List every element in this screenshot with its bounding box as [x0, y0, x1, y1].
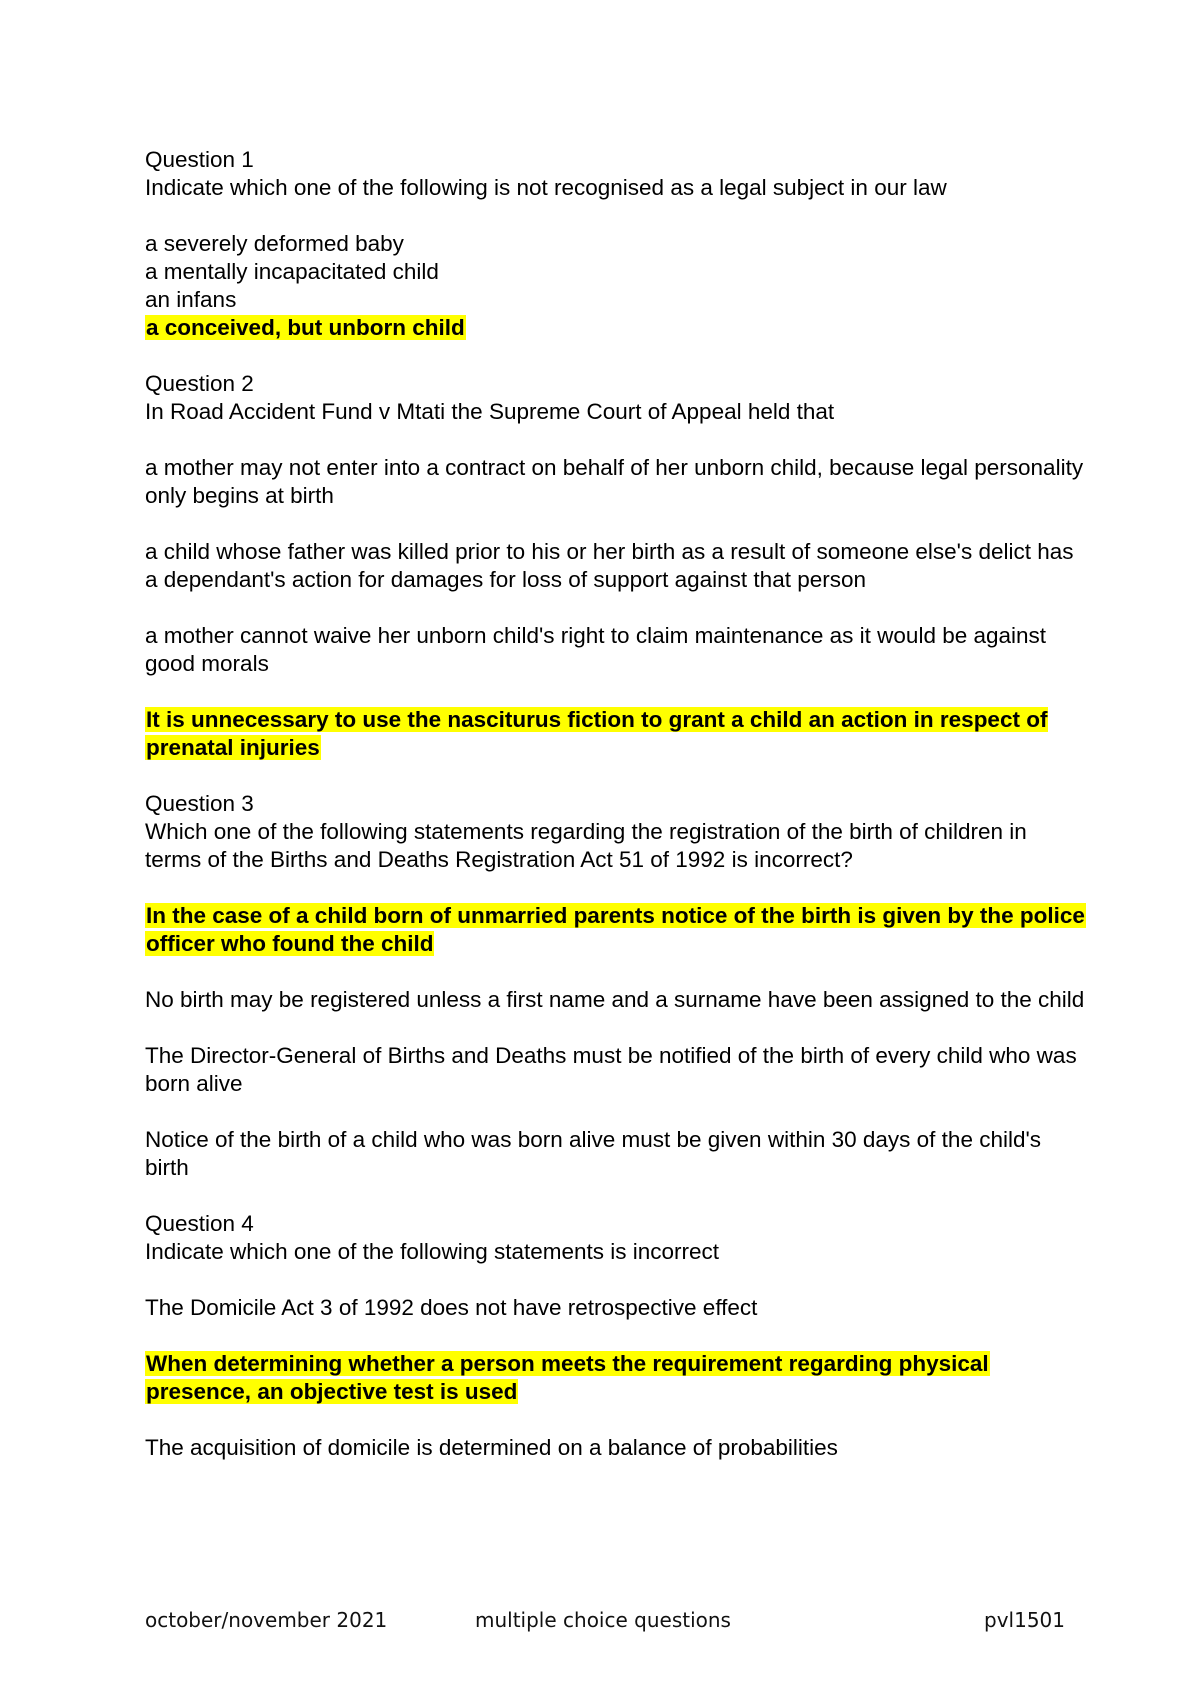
answer-option: an infans [145, 287, 237, 312]
answer-option: No birth may be registered unless a first name and a surname have been assigned to the child [145, 987, 1085, 1012]
answer-option: a child whose father was killed prior to his or her birth as a result of someone else's delict has a dependant's action for damages for loss of support against that person [145, 539, 1074, 592]
page-footer [145, 1608, 1065, 1638]
footer-course-code: pvl1501 [984, 1608, 1065, 1632]
question-title: Question 1 [145, 147, 254, 172]
answer-option: The Domicile Act 3 of 1992 does not have retrospective effect [145, 1295, 758, 1320]
question-prompt: In Road Accident Fund v Mtati the Supreme Court of Appeal held that [145, 399, 835, 424]
correct-answer-highlight: It is unnecessary to use the nasciturus fiction to grant a child an action in respect of prenatal injuries [146, 707, 1048, 760]
answer-option: a mother cannot waive her unborn child's right to claim maintenance as it would be against good morals [145, 623, 1047, 676]
question-3 [145, 790, 1085, 1182]
question-prompt: Indicate which one of the following statements is incorrect [145, 1239, 720, 1264]
answer-option: The acquisition of domicile is determined on a balance of probabilities [145, 1435, 838, 1460]
question-4 [145, 1210, 1085, 1462]
answer-option: Notice of the birth of a child who was born alive must be given within 30 days of the child's birth [145, 1127, 1042, 1180]
question-title: Question 3 [145, 791, 254, 816]
answer-option: The Director-General of Births and Deaths must be notified of the birth of every child who was born alive [145, 1043, 1077, 1096]
question-2 [145, 370, 1085, 762]
question-prompt: Indicate which one of the following is not recognised as a legal subject in our law [145, 175, 947, 200]
footer-title: multiple choice questions [475, 1608, 731, 1632]
answer-option: a mentally incapacitated child [145, 259, 439, 284]
document-body [145, 146, 1085, 1462]
question-1 [145, 146, 1085, 342]
question-title: Question 4 [145, 1211, 254, 1236]
correct-answer-highlight: When determining whether a person meets the requirement regarding physical presence, an objective test is used [146, 1351, 989, 1404]
footer-date: october/november 2021 [145, 1608, 388, 1632]
question-prompt: Which one of the following statements regarding the registration of the birth of children in terms of the Births and Deaths Registration Act 51 of 1992 is incorrect? [145, 819, 1027, 872]
correct-answer-highlight: In the case of a child born of unmarried parents notice of the birth is given by the police officer who found the child [146, 903, 1085, 956]
answer-option: a mother may not enter into a contract on behalf of her unborn child, because legal personality only begins at birth [145, 455, 1084, 508]
question-title: Question 2 [145, 371, 254, 396]
correct-answer-highlight: a conceived, but unborn child [146, 315, 465, 340]
answer-option: a severely deformed baby [145, 231, 404, 256]
